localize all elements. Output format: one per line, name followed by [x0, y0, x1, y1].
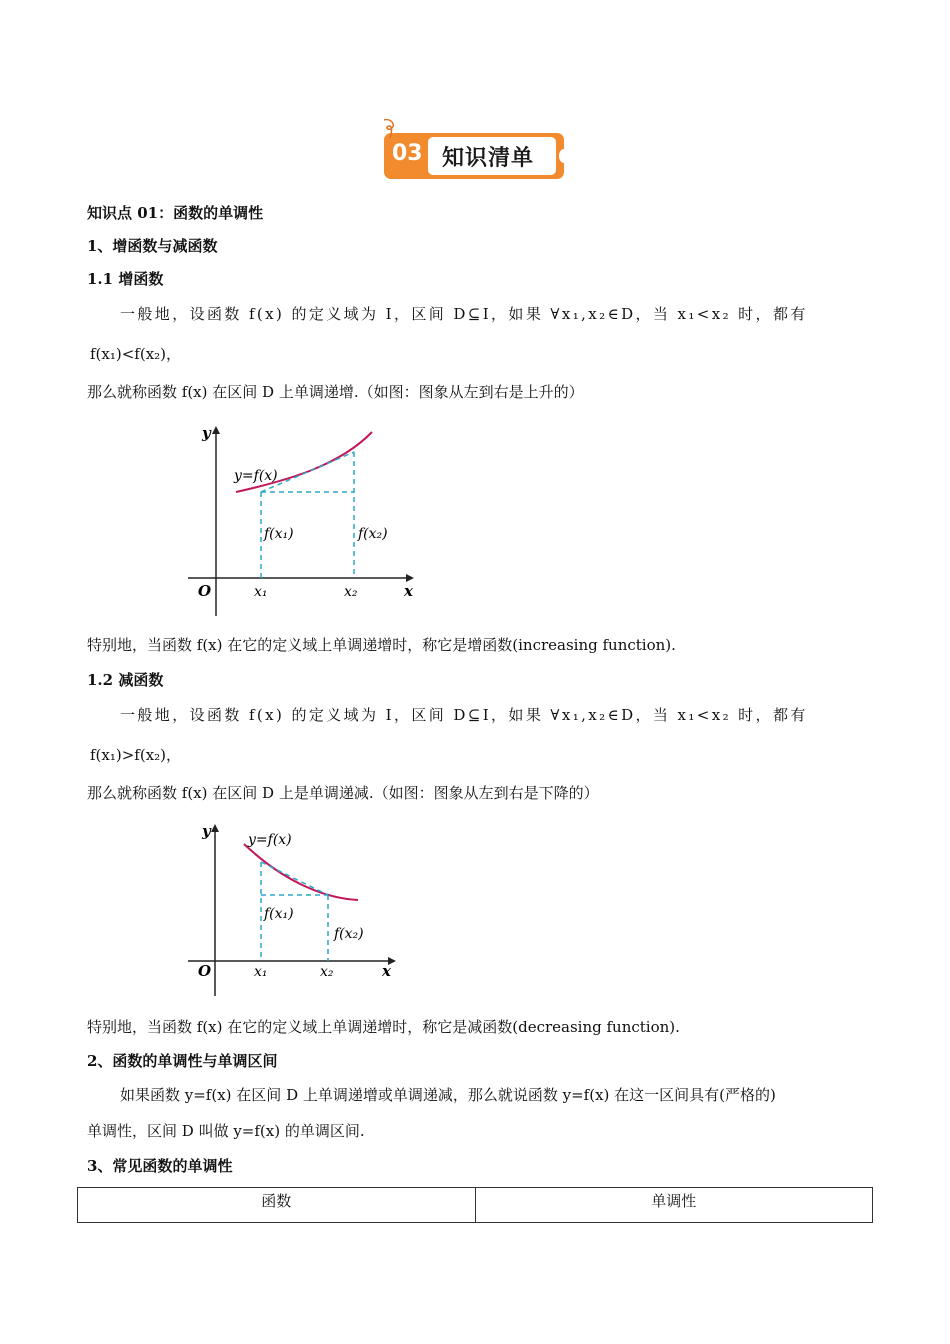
- badge-title: 知识清单: [442, 146, 535, 171]
- knowledge-point-title: 知识点 01：函数的单调性: [87, 204, 264, 222]
- sub1-definition-line1: 一般地，设函数 f(x) 的定义域为 I，区间 D⊆I，如果 ∀x₁,x₂∈D，当 x₁<x₂ 时，都有: [120, 305, 808, 323]
- section2-title: 2、函数的单调性与单调区间: [87, 1052, 278, 1070]
- curve-label: y=f(x): [248, 832, 292, 848]
- table-header-monotonicity: 单调性: [475, 1188, 873, 1223]
- sub2-definition-line1: 一般地，设函数 f(x) 的定义域为 I，区间 D⊆I，如果 ∀x₁,x₂∈D，当 x₁<x₂ 时，都有: [120, 706, 808, 724]
- fx2-label: f(x₂): [358, 526, 388, 542]
- section3-title: 3、常见函数的单调性: [87, 1157, 233, 1175]
- section2-line2: 单调性，区间 D 叫做 y=f(x) 的单调区间.: [87, 1122, 365, 1140]
- monotonicity-table: [77, 1187, 873, 1223]
- badge-notch: [559, 149, 569, 163]
- table-header-row: [78, 1188, 873, 1223]
- origin-label: O: [198, 962, 212, 980]
- decreasing-function-graph: [180, 818, 410, 998]
- sub1-title: 1.1 增函数: [87, 270, 164, 288]
- y-label: y: [202, 822, 211, 840]
- sub1-definition-line3: 那么就称函数 f(x) 在区间 D 上单调递增.（如图：图象从左到右是上升的）: [87, 383, 584, 401]
- fx1-label: f(x₁): [264, 906, 294, 922]
- origin-label: O: [198, 582, 212, 600]
- secant-line: [261, 862, 328, 895]
- x-label: x: [382, 962, 391, 980]
- section2-line1: 如果函数 y=f(x) 在区间 D 上单调递增或单调递减，那么就说函数 y=f(x) 在这一区间具有(严格的): [120, 1086, 776, 1104]
- sub2-definition-line2: f(x₁)>f(x₂)，: [90, 746, 182, 764]
- table-header-function: 函数: [78, 1188, 476, 1223]
- y-axis-arrow-icon: [211, 824, 219, 832]
- sub2-title: 1.2 减函数: [87, 671, 164, 689]
- sub1-definition-line2: f(x₁)<f(x₂)，: [90, 345, 182, 363]
- x2-label: x₂: [320, 964, 334, 980]
- increasing-function-graph: [180, 420, 420, 620]
- pin-icon: [380, 118, 404, 140]
- sub1-note: 特别地，当函数 f(x) 在它的定义域上单调递增时，称它是增函数(increasing function).: [87, 636, 676, 654]
- x1-label: x₁: [254, 584, 268, 600]
- section-badge: [384, 133, 566, 181]
- x2-label: x₂: [344, 584, 358, 600]
- badge-number: 03: [392, 141, 423, 166]
- fx2-label: f(x₂): [334, 926, 364, 942]
- sub2-definition-line3: 那么就称函数 f(x) 在区间 D 上是单调递减.（如图：图象从左到右是下降的）: [87, 784, 599, 802]
- fx1-label: f(x₁): [264, 526, 294, 542]
- y-axis-arrow-icon: [212, 426, 220, 434]
- x-label: x: [404, 582, 413, 600]
- sub2-note: 特别地，当函数 f(x) 在它的定义域上单调递增时，称它是减函数(decreasing function).: [87, 1018, 680, 1036]
- section1-title: 1、增函数与减函数: [87, 237, 218, 255]
- x-axis-arrow-icon: [406, 574, 414, 582]
- y-label: y: [202, 424, 211, 442]
- curve-label: y=f(x): [234, 468, 278, 484]
- x1-label: x₁: [254, 964, 268, 980]
